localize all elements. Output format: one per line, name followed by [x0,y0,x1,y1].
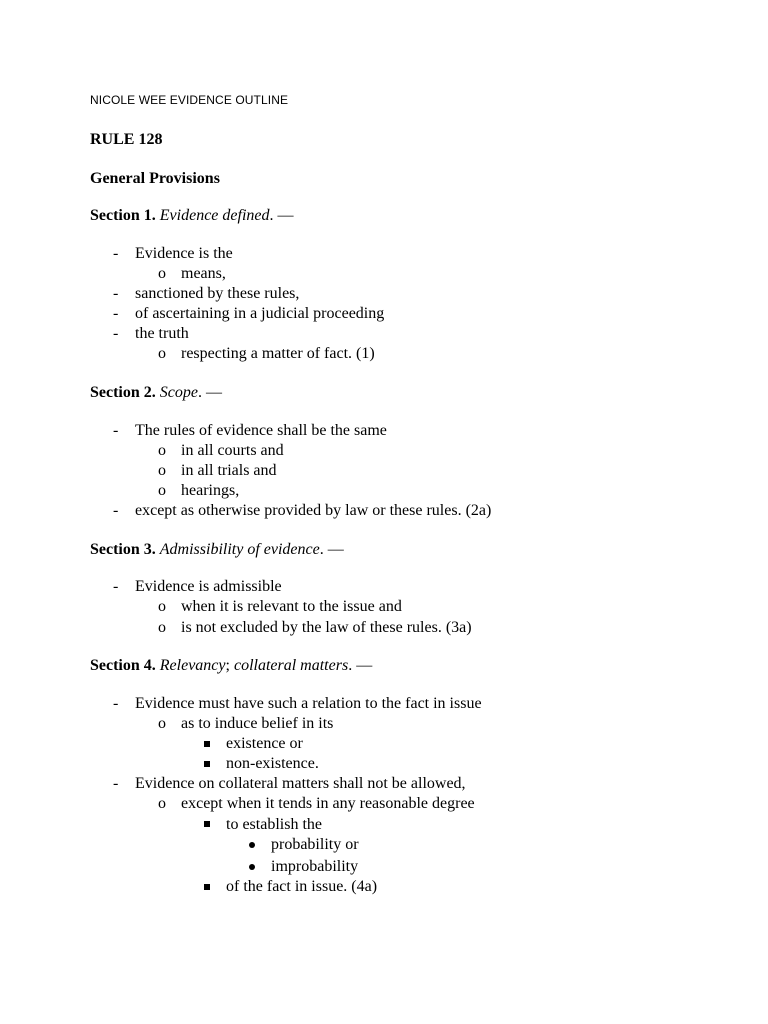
list-item: except when it tends in any reasonable degree [181,795,475,812]
circle-marker: o [158,482,166,499]
section-2-number: Section 2. [90,384,156,401]
list-item: Evidence is admissible [135,578,282,595]
dash-marker: - [113,422,119,439]
list-item: of ascertaining in a judicial proceeding [135,305,385,322]
dash-marker: - [113,305,119,322]
list-item: hearings, [181,482,240,499]
list-item: respecting a matter of fact. (1) [181,345,375,362]
circle-marker: o [158,619,166,636]
section-1-dash: . — [269,207,294,224]
section-1-number: Section 1. [90,207,156,224]
list-item: except as otherwise provided by law or these rules. (2a) [135,502,492,519]
list-item: is not excluded by the law of these rules. (3a) [181,619,472,636]
list-item: of the fact in issue. (4a) [226,878,378,895]
document-header: NICOLE WEE EVIDENCE OUTLINE [90,93,289,107]
dash-marker: - [113,578,119,595]
list-item: non-existence. [226,755,319,772]
list-item: in all trials and [181,462,277,479]
dash-marker: - [113,695,119,712]
dash-marker: - [113,775,119,792]
square-bullet-icon [204,821,210,827]
list-item: Evidence must have such a relation to the fact in issue [135,695,482,712]
list-item: improbability [271,858,359,875]
general-provisions-heading: General Provisions [90,170,220,187]
list-item: sanctioned by these rules, [135,285,300,302]
square-bullet-icon [204,741,210,747]
rule-heading: RULE 128 [90,131,163,148]
section-4-name-b: collateral matters [233,657,349,674]
round-bullet-icon [249,864,255,870]
circle-marker: o [158,598,166,615]
section-4-separator: ; [225,657,230,674]
dash-marker: - [113,245,119,262]
list-item: when it is relevant to the issue and [181,598,402,615]
dash-marker: - [113,285,119,302]
list-item: in all courts and [181,442,284,459]
list-item: as to induce belief in its [181,715,334,732]
section-4-dash: . — [348,657,373,674]
round-bullet-icon [249,842,255,848]
list-item: means, [181,265,226,282]
list-item: probability or [271,836,359,853]
square-bullet-icon [204,761,210,767]
section-1-title [90,206,294,226]
section-4-title [90,656,372,676]
section-3-dash: . — [319,541,344,558]
circle-marker: o [158,345,166,362]
section-1-name: Evidence defined [159,207,270,224]
square-bullet-icon [204,884,210,890]
circle-marker: o [158,462,166,479]
section-4-name-a: Relevancy [159,657,226,674]
circle-marker: o [158,265,166,282]
circle-marker: o [158,442,166,459]
section-3-name: Admissibility of evidence [159,541,320,558]
circle-marker: o [158,715,166,732]
list-item: The rules of evidence shall be the same [135,422,387,439]
section-2-title [90,383,222,403]
section-2-dash: . — [197,384,222,401]
list-item: existence or [226,735,303,752]
section-3-number: Section 3. [90,541,156,558]
list-item: Evidence is the [135,245,233,262]
list-item: to establish the [226,816,322,833]
dash-marker: - [113,502,119,519]
section-4-number: Section 4. [90,657,156,674]
section-2-name: Scope [159,384,198,401]
section-3-title [90,540,344,560]
list-item: Evidence on collateral matters shall not be allowed, [135,775,466,792]
circle-marker: o [158,795,166,812]
dash-marker: - [113,325,119,342]
list-item: the truth [135,325,189,342]
